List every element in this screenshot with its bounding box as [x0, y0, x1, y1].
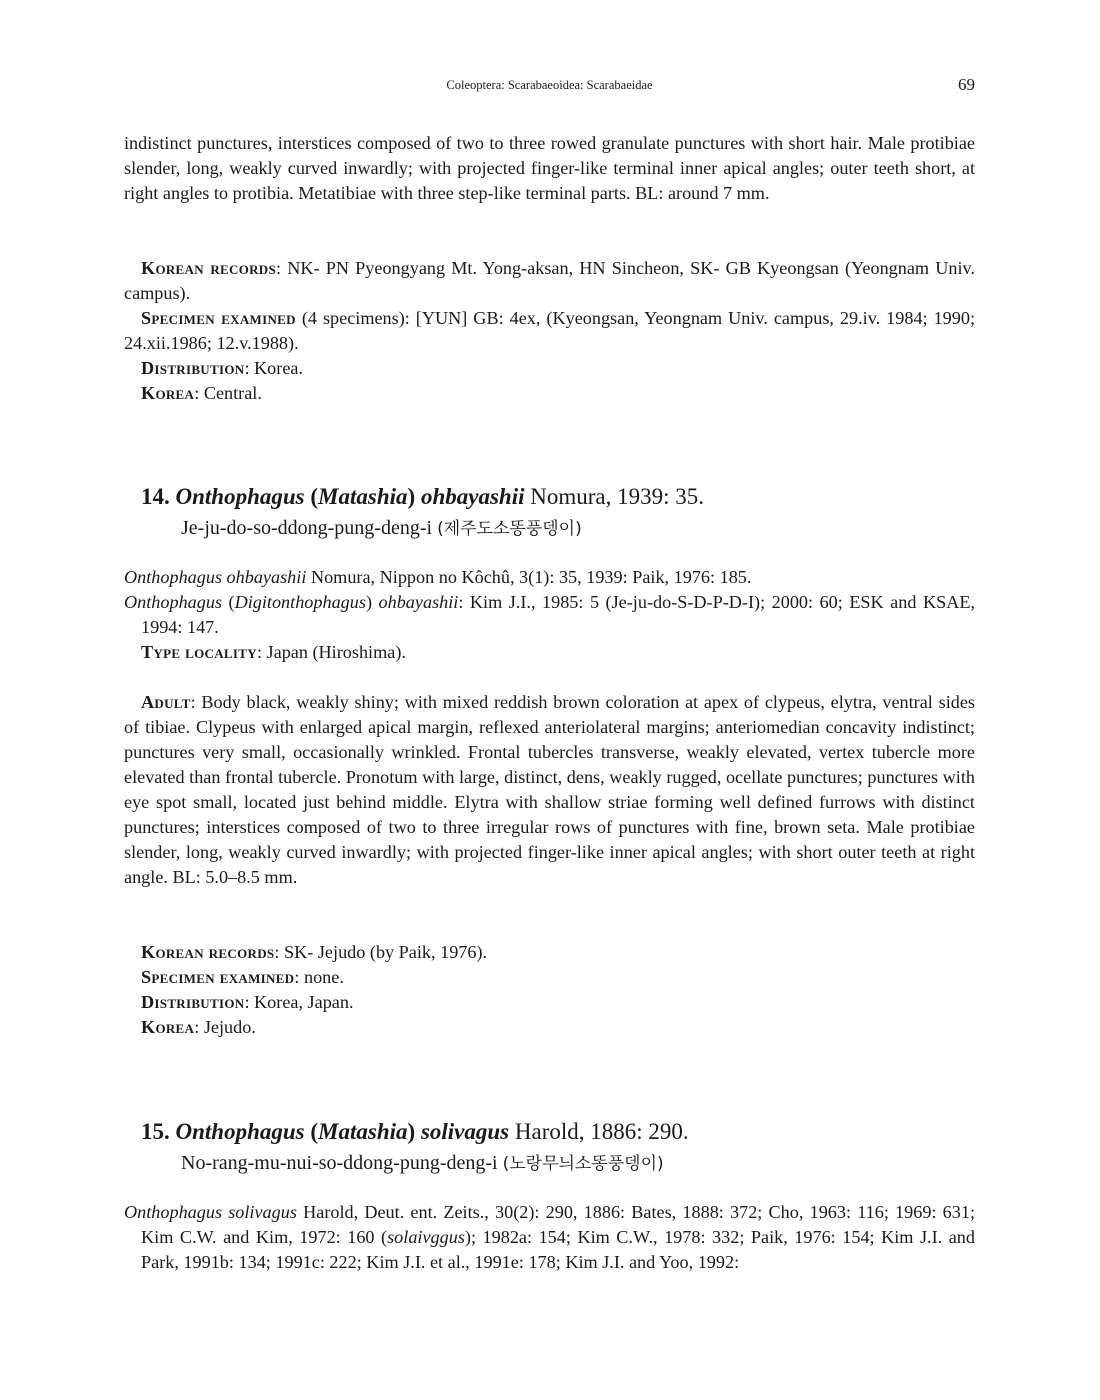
page-number: 69 — [958, 75, 975, 94]
korean-records-label: Korean records — [141, 258, 277, 278]
species-14-synonymy — [124, 565, 975, 665]
previous-species-records — [124, 256, 975, 406]
species-15-heading — [141, 1117, 975, 1178]
species-14-adult-description — [124, 690, 975, 890]
species-14-synonym-2: Onthophagus (Digitonthophagus) ohbayashii: Kim J.I., 1985: 5 (Je-ju-do-S-D-P-D-I); 2000: 60; ESK and KSAE, 1994: 147. — [124, 592, 975, 637]
species-15-synonymy — [124, 1200, 975, 1275]
species-14-heading — [141, 482, 975, 543]
species-15-title: 15. Onthophagus (Matashia) solivagus Harold, 1886: 290. — [141, 1119, 689, 1144]
species-14-records — [124, 940, 975, 1040]
species-14-korean-records: Korean records: SK- Jejudo (by Paik, 1976). — [141, 942, 488, 962]
running-header — [124, 75, 975, 96]
korea-text: : Central. — [194, 383, 262, 403]
intro-paragraph: indistinct punctures, interstices composed of two to three rowed granulate punctures with short hair. Male protibiae slender, long, weakly curved inwardly; with projected finger-like terminal inner apical angles; outer teeth short, at right angles to protibia. Metatibiae with three step-like terminal parts. BL: around 7 mm. — [124, 133, 975, 203]
species-14-title: 14. Onthophagus (Matashia) ohbayashii Nomura, 1939: 35. — [141, 484, 704, 509]
distribution-text: : Korea. — [244, 358, 304, 378]
distribution-label: Distribution — [141, 358, 245, 378]
species-14-synonym-1: Onthophagus ohbayashii Nomura, Nippon no Kôchû, 3(1): 35, 1939: Paik, 1976: 185. — [124, 567, 752, 587]
species-14-common-name: Je-ju-do-so-ddong-pung-deng-i (제주도소똥풍뎅이) — [181, 517, 582, 539]
specimen-text: (4 specimens): [YUN] GB: 4ex, (Kyeongsan, Yeongnam Univ. campus, 29.iv. 1984; 1990; 24.xii.1986; 12.v.1988). — [124, 308, 976, 353]
korea-range — [124, 381, 975, 406]
species-14-distribution: Distribution: Korea, Japan. — [141, 992, 354, 1012]
species-14-korea: Korea: Jejudo. — [141, 1017, 256, 1037]
species-15-common-name: No-rang-mu-nui-so-ddong-pung-deng-i (노랑무늬소똥풍뎅이) — [181, 1152, 664, 1174]
running-title: Coleoptera: Scarabaeoidea: Scarabaeidae — [446, 78, 653, 92]
distribution — [124, 356, 975, 381]
korean-records — [124, 256, 975, 306]
description-continuation — [124, 131, 975, 206]
specimen-label: Specimen examined — [141, 308, 296, 328]
korea-label: Korea — [141, 383, 195, 403]
species-15-korean-name: (노랑무늬소똥풍뎅이) — [502, 1154, 664, 1174]
korean-records-text: : NK- PN Pyeongyang Mt. Yong-aksan, HN Sincheon, SK- GB Kyeongsan (Yeongnam Univ. campus). — [124, 258, 975, 303]
species-15-synonym-1: Onthophagus solivagus Harold, Deut. ent. Zeits., 30(2): 290, 1886: Bates, 1888: 372; Cho, 1963: 116; 1969: 631; Kim C.W. and Kim, 1972: 160 (solaivggus); 1982a: 154; Kim C.W., 1978: 332; Paik, 1976: 154; Kim J.I. and Park, 1991b: 134; 1991c: 222; Kim J.I. et al., 1991e: 178; Kim J.I. and Yoo, 1992: — [124, 1202, 976, 1272]
species-14-adult-paragraph: Adult: Body black, weakly shiny; with mixed reddish brown coloration at apex of clypeus, elytra, ventral sides of tibiae. Clypeus with enlarged apical margin, reflexed anteriolateral margins; anteriomedian concavity indistinct; punctures very small, occasionally wrinkled. Frontal tubercles transverse, weakly elevated, vertex tubercle more elevated than frontal tubercle. Pronotum with large, distinct, dens, weakly rugged, ocellate punctures; punctures with eye spot small, located just behind middle. Elytra with shallow striae forming well defined furrows with distinct punctures; interstices composed of two to three irregular rows of punctures with fine, brown seta. Male protibiae slender, long, weakly curved inwardly; with projected finger-like inner apical angles; with short outer teeth at right angle. BL: 5.0–8.5 mm. — [124, 692, 975, 887]
species-14-korean-name: (제주도소똥풍뎅이) — [437, 519, 582, 539]
document-page — [124, 0, 975, 1400]
species-14-specimen-examined: Specimen examined: none. — [141, 967, 344, 987]
species-14-type-locality: Type locality: Japan (Hiroshima). — [141, 642, 406, 662]
specimen-examined — [124, 306, 975, 356]
